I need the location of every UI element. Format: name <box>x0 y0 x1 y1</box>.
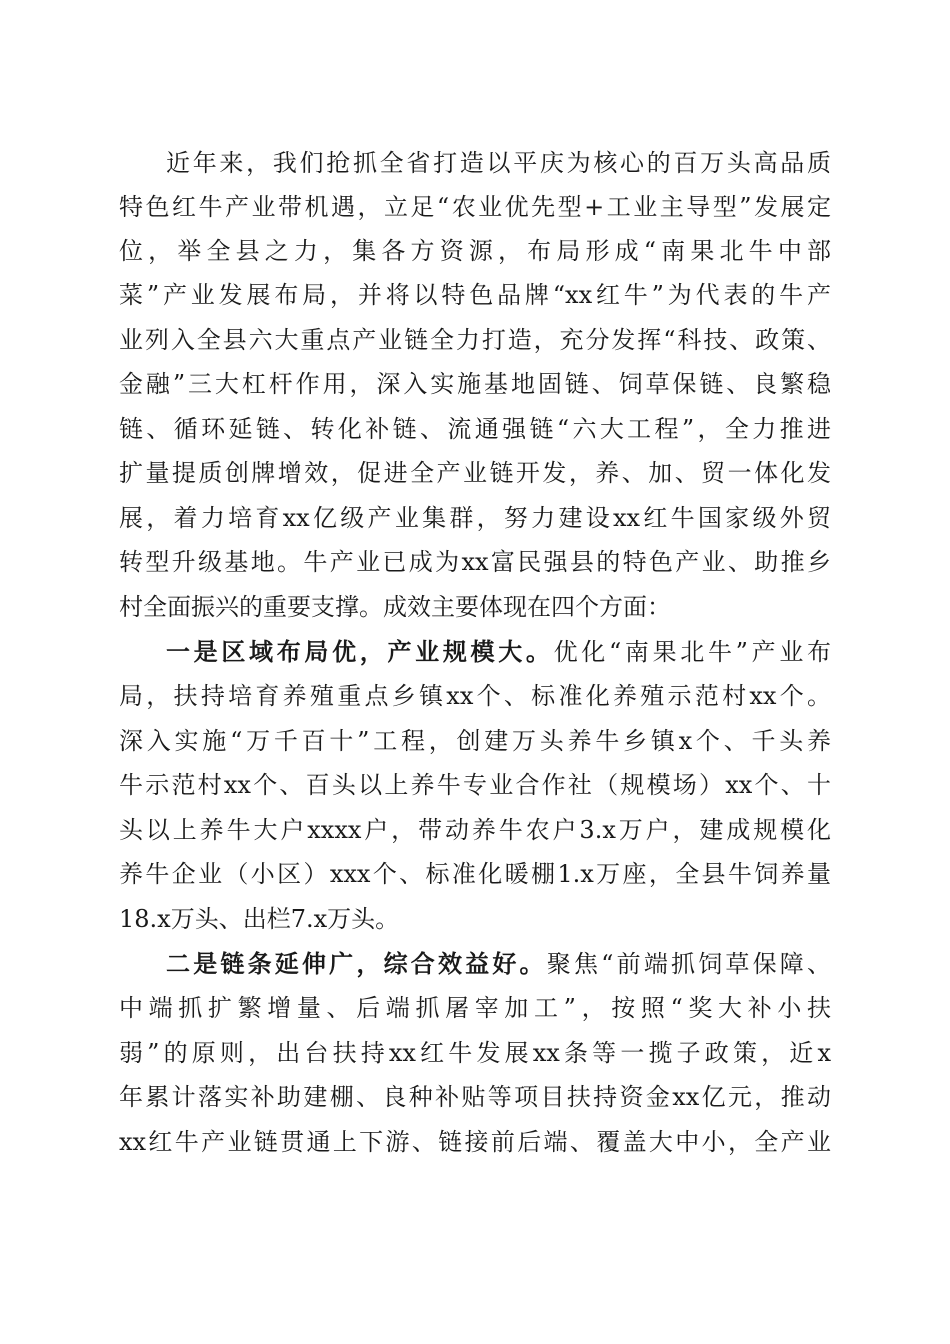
paragraph-line: 中端抓扩繁增量、后端抓屠宰加工”，按照“奖大补小扶 <box>119 994 831 1022</box>
paragraph-text: 优化“南果北牛”产业布 <box>553 638 832 666</box>
paragraph-line: 18.x万头、出栏7.x万头。 <box>119 905 400 933</box>
paragraph-text: 聚焦“前端抓饲草保障、 <box>546 950 832 978</box>
paragraph-line: 转型升级基地。牛产业已成为xx富民强县的特色产业、助推乡 <box>119 548 831 576</box>
paragraph-line: 扩量提质创牌增效，促进全产业链开发，养、加、贸一体化发 <box>119 459 831 487</box>
paragraph-line: 菜”产业发展布局，并将以特色品牌“xx红牛”为代表的牛产 <box>119 281 831 309</box>
paragraph-line: 年累计落实补助建棚、良种补贴等项目扶持资金xx亿元，推动 <box>119 1083 831 1111</box>
paragraph-first-line <box>119 944 831 984</box>
paragraph-line: 村全面振兴的重要支撑。成效主要体现在四个方面： <box>119 593 671 621</box>
paragraph-line: 展，着力培育xx亿级产业集群，努力建设xx红牛国家级外贸 <box>119 504 831 532</box>
paragraph-line: 养牛企业（小区）xxx个、标准化暖棚1.x万座，全县牛饲养量 <box>119 860 831 888</box>
paragraph-line: 位，举全县之力，集各方资源，布局形成“南果北牛中部 <box>119 237 831 265</box>
paragraph-line: 局，扶持培育养殖重点乡镇xx个、标准化养殖示范村xx个。 <box>119 682 831 710</box>
paragraph-line: 近年来，我们抢抓全省打造以平庆为核心的百万头高品质 <box>166 149 831 177</box>
paragraph-line: 头以上养牛大户xxxx户，带动养牛农户3.x万户，建成规模化 <box>119 816 831 844</box>
section-heading: 一是区域布局优，产业规模大。 <box>166 637 554 666</box>
paragraph-line: 金融”三大杠杆作用，深入实施基地固链、饲草保链、良繁稳 <box>119 370 831 398</box>
paragraph-line: 特色红牛产业带机遇，立足“农业优先型+工业主导型”发展定 <box>119 193 831 221</box>
paragraph-line: 业列入全县六大重点产业链全力打造，充分发挥“科技、政策、 <box>119 326 831 354</box>
paragraph-line: 牛示范村xx个、百头以上养牛专业合作社（规模场）xx个、十 <box>119 771 831 799</box>
paragraph-line: xx红牛产业链贯通上下游、链接前后端、覆盖大中小，全产业 <box>119 1128 831 1156</box>
paragraph-line: 深入实施“万千百十”工程，创建万头养牛乡镇x个、千头养 <box>119 727 831 755</box>
paragraph-line: 弱”的原则，出台扶持xx红牛发展xx条等一揽子政策，近x <box>119 1039 831 1067</box>
paragraph-first-line <box>119 632 831 672</box>
section-heading: 二是链条延伸广，综合效益好。 <box>166 949 547 978</box>
paragraph-line: 链、循环延链、转化补链、流通强链“六大工程”，全力推进 <box>119 415 831 443</box>
